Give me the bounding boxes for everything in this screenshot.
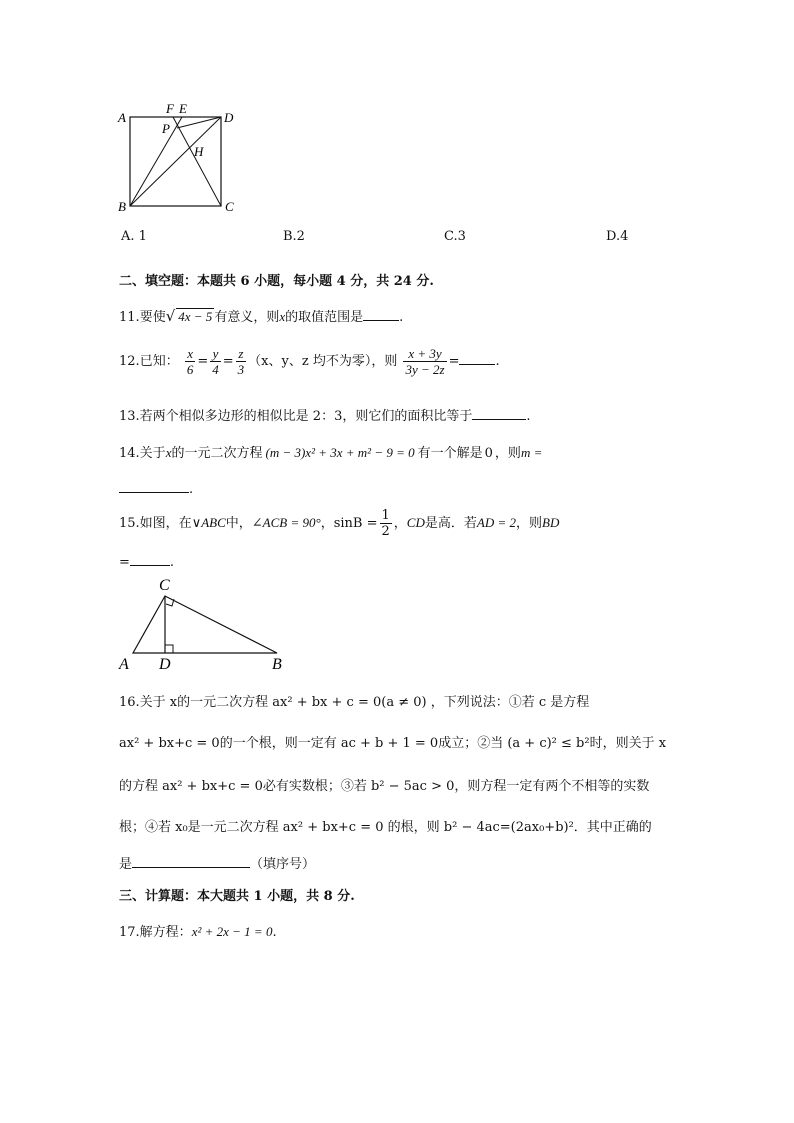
question-17 <box>119 921 277 940</box>
section-3-heading: 三、计算题：本大题共 1 小题，共 8 分. <box>119 889 355 904</box>
q15-angle: ∠ACB = 90° <box>251 515 321 530</box>
q14-mid: 的一元二次方程 <box>171 446 263 461</box>
q17-end: . <box>272 925 277 940</box>
q14-zero: 0 <box>484 446 493 461</box>
q15-pre: 15.如图，在 <box>119 516 192 531</box>
question-16-line-5 <box>119 853 315 872</box>
fraction-expression: $\frac{x + 3y}{3y - 2z}$ <box>405 346 445 377</box>
q15-blank[interactable] <box>130 553 170 566</box>
q12-number: 12. <box>119 354 140 369</box>
label-d: D <box>159 656 171 673</box>
question-15-answer-line <box>119 553 174 570</box>
q11-number: 11. <box>119 310 140 325</box>
question-16-line-2: ax² + bx+c = 0的一个根，则一定有 ac + b + 1 = 0成立；②当 (a + c)² ≤ b²时，则关于 x <box>119 736 667 751</box>
label-c: C <box>225 199 234 214</box>
square-figure <box>115 100 245 215</box>
fraction-z-3: $\frac{z}{3}$ <box>237 346 245 377</box>
q17-text: 17.解方程： <box>119 925 192 940</box>
option-b: B.2 <box>283 229 305 244</box>
q11-var: x <box>279 309 286 324</box>
q11-end: . <box>399 310 404 325</box>
q12-pre: 已知： <box>139 354 179 369</box>
fraction-y-4: $\frac{y}{4}$ <box>212 346 219 377</box>
sqrt-sign: √ <box>165 307 176 325</box>
q15-triangle: ∨ABC <box>191 515 226 530</box>
segment-b-d <box>130 117 221 206</box>
q12-blank[interactable] <box>459 352 495 365</box>
question-12: 12.已知： $\frac{x}{6}$ = $\frac{y}{4}$ = $\frac{z}{3}$ （x、y、z 均不为零），则 $\frac{x + 3y}{3y - 2z}$ = . <box>119 346 500 377</box>
q12-end: . <box>495 354 500 369</box>
question-14-answer-line <box>119 480 193 497</box>
q14-mid3: ，则 <box>494 446 521 461</box>
q15-ad: AD = 2 <box>476 515 516 530</box>
label-c: C <box>159 577 170 594</box>
q14-end: . <box>189 482 194 497</box>
question-16-line-3: 的方程 ax² + bx+c = 0必有实数根；③若 b² − 5ac > 0，则方程一定有两个不相等的实数 <box>119 779 650 794</box>
question-16-line-1: 16.关于 x的一元二次方程 ax² + bx + c = 0(a ≠ 0) ，下列说法：①若 c 是方程 <box>119 695 590 710</box>
q14-blank[interactable] <box>119 480 189 493</box>
q15-mid4: ，则 <box>515 516 542 531</box>
q16-line5-post: （填序号） <box>250 857 316 872</box>
fraction-x-6: $\frac{x}{6}$ <box>186 346 194 377</box>
q15-end: . <box>169 555 175 570</box>
q13-text: 13.若两个相似多边形的相似比是 2：3，则它们的面积比等于 <box>119 409 473 424</box>
q15-mid2: ， <box>393 516 407 531</box>
q11-post2: 的取值范围是 <box>285 310 364 325</box>
question-13 <box>119 405 531 424</box>
q16-line5-pre: 是 <box>119 857 133 872</box>
q15-mid3: 是高．若 <box>424 516 477 531</box>
question-15: 15.如图，在∨ABC中，∠ACB = 90°，sinB = $\frac{1}{2}$ ，CD是高．若AD = 2，则BD <box>119 508 560 539</box>
option-d: D.4 <box>606 229 629 244</box>
question-14 <box>119 442 542 461</box>
q11-pre: 要使 <box>139 310 166 325</box>
label-d: D <box>224 110 234 125</box>
fraction-one-half: $\frac{1}{2}$ <box>381 508 390 539</box>
q15-cd: CD <box>406 515 425 530</box>
q14-equation: (m − 3)x² + 3x + m² − 9 = 0 <box>265 445 415 460</box>
label-b: B <box>118 199 126 214</box>
label-a: A <box>118 110 126 125</box>
q13-blank[interactable] <box>472 407 526 420</box>
q15-mid: 中， <box>225 516 252 531</box>
q15-bd: BD <box>542 515 560 530</box>
q12-condition: （x、y、z 均不为零），则 <box>248 354 398 369</box>
segment-b-e <box>130 117 182 206</box>
triangle-abc <box>133 596 277 653</box>
option-c: C.3 <box>444 229 466 244</box>
question-11 <box>119 306 403 325</box>
q11-radicand: 4x − 5 <box>178 309 213 324</box>
label-e: E <box>179 101 187 116</box>
q15-sin: sinB = <box>333 516 378 531</box>
label-h: H <box>194 144 204 159</box>
q17-equation: x² + 2x − 1 = 0 <box>191 924 273 939</box>
q14-mid2: 有一个解是 <box>417 446 483 461</box>
q11-blank[interactable] <box>363 308 399 321</box>
q15-eqsign: = <box>119 555 130 570</box>
option-a: A. 1 <box>121 229 147 244</box>
label-f: F <box>166 101 174 116</box>
q11-post: 有意义，则 <box>214 310 280 325</box>
q13-end: . <box>526 409 531 424</box>
section-2-heading: 二、填空题：本题共 6 小题，每小题 4 分，共 24 分. <box>119 274 434 289</box>
right-angle-mark-d <box>165 645 173 653</box>
label-b: B <box>272 656 282 673</box>
q14-var: x <box>165 445 172 460</box>
triangle-figure <box>115 573 295 673</box>
question-16-line-4: 根；④若 x₀是一元二次方程 ax² + bx+c = 0 的根，则 b² − 4ac=(2ax₀+b)²．其中正确的 <box>119 820 652 835</box>
segment-f-c <box>173 117 221 206</box>
label-a: A <box>119 656 129 673</box>
q14-pre: 14.关于 <box>119 446 166 461</box>
label-p: P <box>162 121 170 136</box>
segment-p-d <box>177 117 221 128</box>
q16-blank[interactable] <box>132 855 250 868</box>
q14-m: m = <box>520 445 543 460</box>
